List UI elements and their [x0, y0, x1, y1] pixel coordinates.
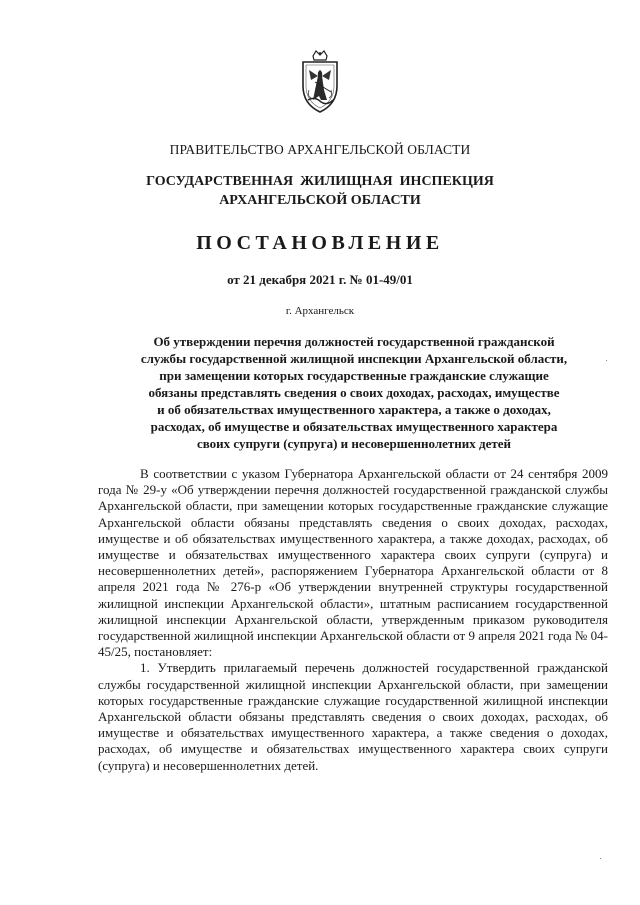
subject-line: при замещении которых государственные гражданские служащие	[159, 368, 549, 383]
subject-line: расходах, об имуществе и обязательствах имущественного характера	[150, 419, 558, 434]
document-body	[98, 466, 608, 774]
subject-line: службы государственной жилищной инспекции Архангельской области,	[140, 351, 568, 366]
inspection-title-line-1: ГОСУДАРСТВЕННАЯ ЖИЛИЩНАЯ ИНСПЕКЦИЯ	[146, 174, 494, 189]
government-title: ПРАВИТЕЛЬСТВО АРХАНГЕЛЬСКОЙ ОБЛАСТИ	[169, 142, 471, 157]
scan-dot	[600, 858, 601, 859]
body-paragraph: 1. Утвердить прилагаемый перечень должностей государственной гражданской службы государственной жилищной инспекции Архангельской области, при замещении которых государственные гражданские служащие государственной жилищной инспекции Архангельской области обязаны представлять сведения о своих доходах, расходах, об имуществе и обязательствах имущественного характера, а также сведения о доходах, расходах, об имуществе и обязательствах имущественного характера своих супруги (супруга) и несовершеннолетних детей.	[98, 660, 608, 773]
subject-heading	[98, 333, 610, 452]
document-type: ПОСТАНОВЛЕНИЕ	[196, 232, 444, 254]
subject-line: обязаны представлять сведения о своих доходах, расходах, имуществе	[148, 385, 560, 400]
date-and-number: от 21 декабря 2021 г. № 01-49/01	[227, 272, 413, 287]
scan-dot	[606, 360, 607, 361]
subject-line: Об утверждении перечня должностей государственной гражданской	[153, 334, 555, 349]
inspection-title-line-2: АРХАНГЕЛЬСКОЙ ОБЛАСТИ	[219, 193, 421, 208]
inspection-title	[0, 172, 640, 210]
subject-line: и об обязательствах имущественного характера, а также о доходах,	[157, 402, 551, 417]
body-paragraph: В соответствии с указом Губернатора Архангельской области от 24 сентября 2009 года № 29-у «Об утверждении перечня должностей государственной гражданской службы Архангельской области, при замещении которых государственные гражданские служащие Архангельской области обязаны представлять сведения о своих доходах, расходах, имуществе и об обязательствах имущественного характера, а также доходах, расходах, об имуществе и обязательствах имущественного характера своих супруги (супруга) и несовершеннолетних детей», распоряжением Губернатора Архангельской области от 8 апреля 2021 года № 276-р «Об утверждении внутренней структуры государственной жилищной инспекции Архангельской области», штатным расписанием государственной жилищной инспекции Архангельской области, утвержденным приказом руководителя государственной жилищной инспекции Архангельской области от 9 апреля 2021 года № 04-45/25, постановляет:	[98, 466, 608, 660]
coat-of-arms-icon	[293, 50, 347, 116]
subject-line: своих супруги (супруга) и несовершеннолетних детей	[196, 436, 512, 451]
city: г. Архангельск	[285, 305, 355, 317]
